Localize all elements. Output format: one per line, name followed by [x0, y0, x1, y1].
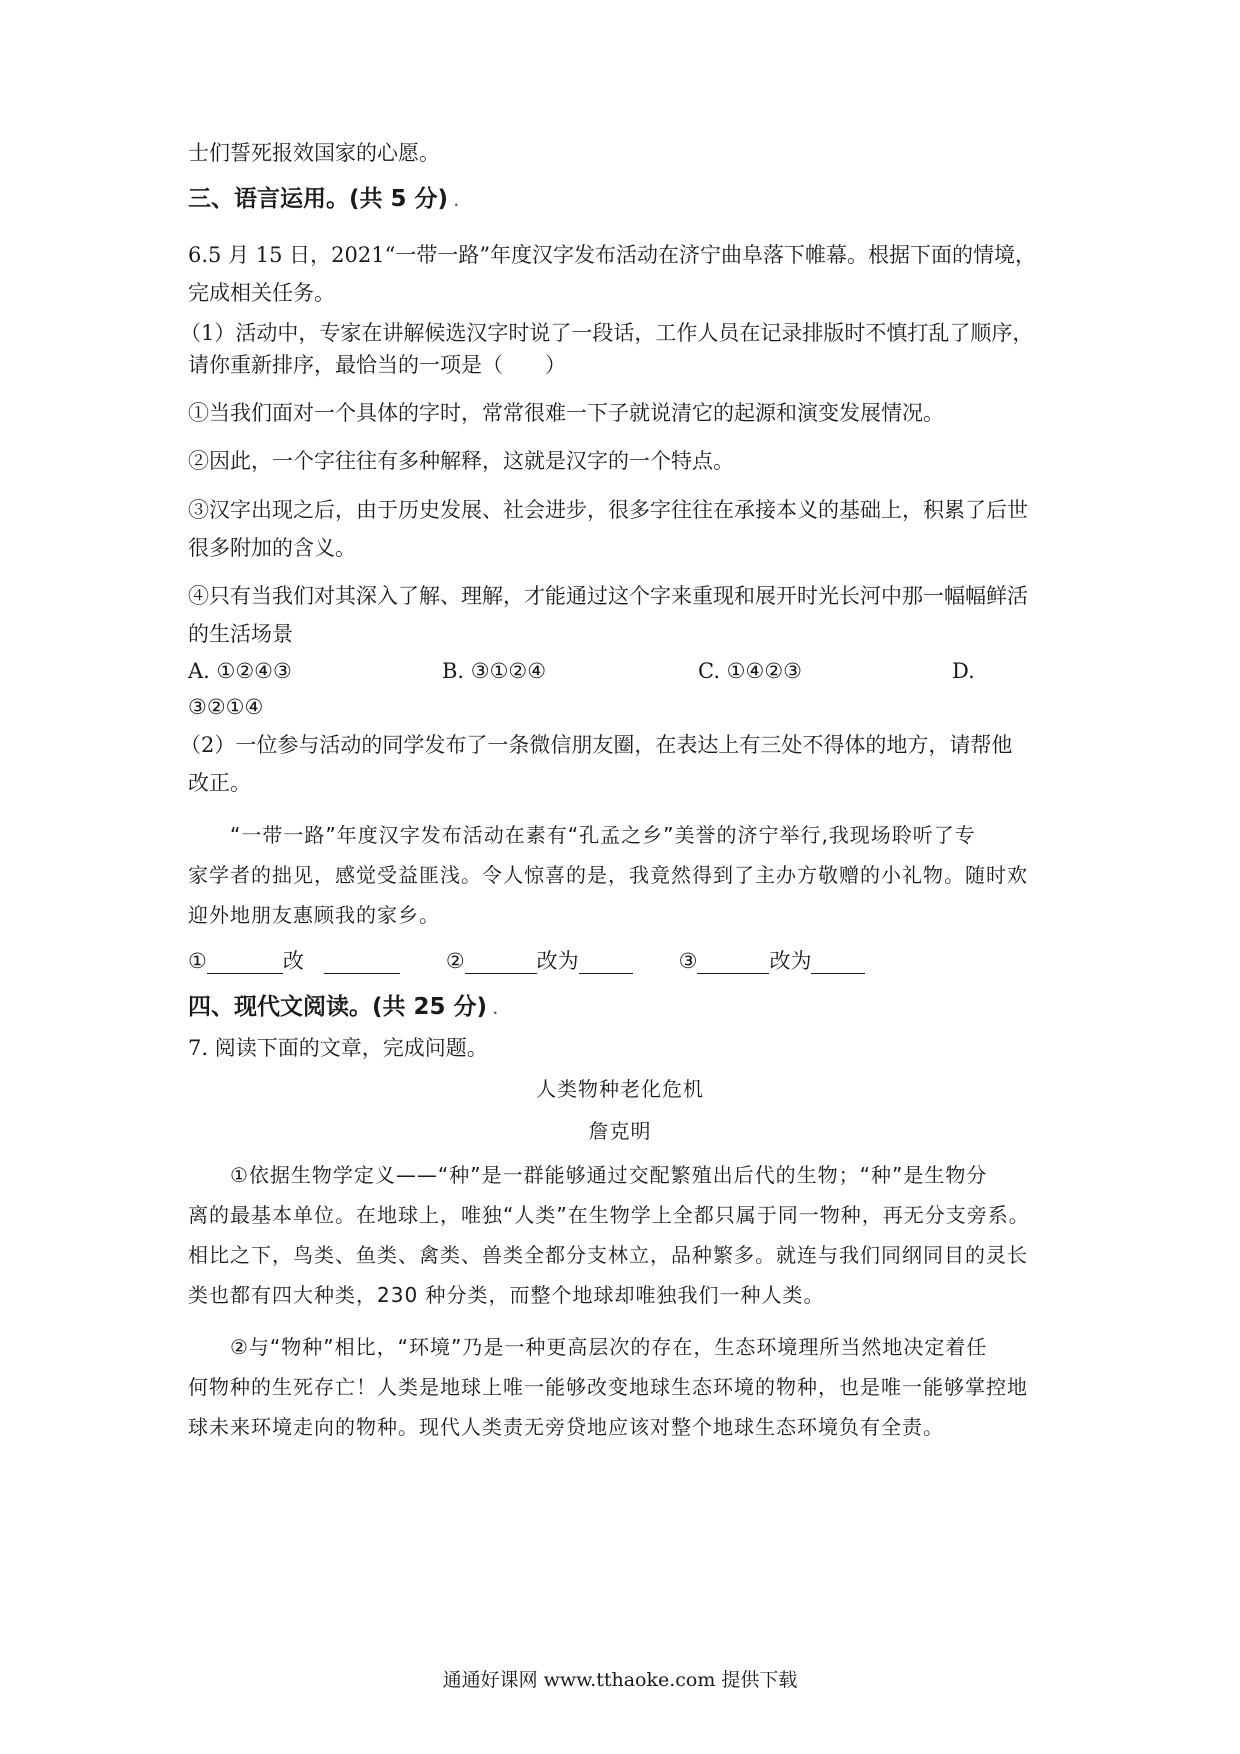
option-c: C. ①④②③: [698, 659, 802, 683]
sentence-3-line: ③汉字出现之后，由于历史发展、社会进步，很多字往往在承接本义的基础上，积累了后世: [188, 498, 1028, 522]
article-title: 人类物种老化危机: [536, 1077, 704, 1101]
sentence-1: ①当我们面对一个具体的字时，常常很难一下子就说清它的起源和演变发展情况。: [188, 401, 944, 425]
question-7-intro: 7. 阅读下面的文章，完成问题。: [188, 1036, 488, 1060]
dot-mark: .: [454, 195, 459, 209]
sentence-3-line: 很多附加的含义。: [188, 536, 356, 560]
article-paragraph-1-line: 相比之下，鸟类、鱼类、禽类、兽类全都分支林立，品种繁多。就连与我们同纲同目的灵长: [188, 1243, 1028, 1267]
answer-2-word: 改为: [536, 949, 579, 973]
section-heading-text: 四、现代文阅读。(共 25 分): [188, 994, 488, 1020]
question-6-line: 完成相关任务。: [188, 281, 335, 305]
answer-blank-row: [188, 948, 865, 974]
answer-3-word: 改为: [769, 949, 812, 973]
article-paragraph-2-line: 何物种的生死存亡！人类是地球上唯一能够改变地球生态环境的物种，也是唯一能够掌控地: [188, 1375, 1028, 1399]
wechat-post-line: “一带一路”年度汉字发布活动在素有“孔孟之乡”美誉的济宁举行,我现场聆听了专: [230, 823, 976, 847]
dot-mark: .: [493, 1003, 498, 1017]
answer-1-number: ①: [188, 949, 207, 973]
sentence-2: ②因此，一个字往往有多种解释，这就是汉字的一个特点。: [188, 449, 734, 473]
sub-question-1-line: （1）活动中，专家在讲解候选汉字时说了一段话，工作人员在记录排版时不慎打乱了顺序，: [180, 321, 1034, 345]
answer-3-blank-a[interactable]: [697, 951, 769, 974]
article-author: 詹克明: [588, 1119, 652, 1143]
option-d: D.: [952, 659, 975, 683]
answer-3-number: ③: [678, 949, 698, 973]
section-heading-language-use: [188, 186, 459, 215]
answer-1-blank-a[interactable]: [207, 951, 283, 974]
answer-1-word: 改: [282, 949, 304, 973]
option-b: B. ③①②④: [442, 659, 547, 683]
question-6-line: 6.5 月 15 日，2021“一带一路”年度汉字发布活动在济宁曲阜落下帷幕。根据下面的情境，: [188, 243, 1037, 267]
article-paragraph-1-line: ①依据生物学定义——“种”是一群能够通过交配繁殖出后代的生物；“种”是生物分: [230, 1163, 988, 1187]
sub-question-2-line: 改正。: [188, 771, 251, 795]
article-paragraph-2-line: ②与“物种”相比，“环境”乃是一种更高层次的存在，生态环境理所当然地决定着任: [230, 1335, 988, 1359]
sentence-4-line: ④只有当我们对其深入了解、理解，才能通过这个字来重现和展开时光长河中那一幅幅鲜活: [188, 584, 1028, 608]
article-paragraph-1-line: 类也都有四大种类，230 种分类，而整个地球却唯独我们一种人类。: [188, 1283, 825, 1307]
option-d-value: ③②①④: [188, 695, 264, 719]
sentence-4-line: 的生活场景: [188, 622, 293, 646]
sub-question-2-line: （2）一位参与活动的同学发布了一条微信朋友圈，在表达上有三处不得体的地方，请帮他: [180, 733, 1013, 757]
wechat-post-line: 迎外地朋友惠顾我的家乡。: [188, 903, 440, 927]
answer-2-blank-b[interactable]: [579, 951, 633, 974]
answer-2-number: ②: [445, 949, 465, 973]
page-footer: 通通好课网 www.tthaoke.com 提供下载: [442, 1669, 798, 1691]
answer-3-blank-b[interactable]: [811, 951, 865, 974]
answer-2-blank-a[interactable]: [465, 951, 537, 974]
option-a: A. ①②④③: [188, 659, 292, 683]
sub-question-1-line: 请你重新排序，最恰当的一项是（ ）: [188, 353, 566, 377]
article-paragraph-2-line: 球未来环境走向的物种。现代人类责无旁贷地应该对整个地球生态环境负有全责。: [188, 1415, 944, 1439]
section-heading-reading: [188, 994, 498, 1023]
text-line: 士们誓死报效国家的心愿。: [188, 141, 440, 165]
article-paragraph-1-line: 离的最基本单位。在地球上，唯独“人类”在生物学上全都只属于同一物种，再无分支旁系。: [188, 1203, 1030, 1227]
answer-1-blank-b[interactable]: [324, 951, 400, 974]
wechat-post-line: 家学者的拙见，感觉受益匪浅。令人惊喜的是，我竟然得到了主办方敬赠的小礼物。随时欢: [188, 863, 1028, 887]
section-heading-text: 三、语言运用。(共 5 分): [188, 186, 449, 212]
